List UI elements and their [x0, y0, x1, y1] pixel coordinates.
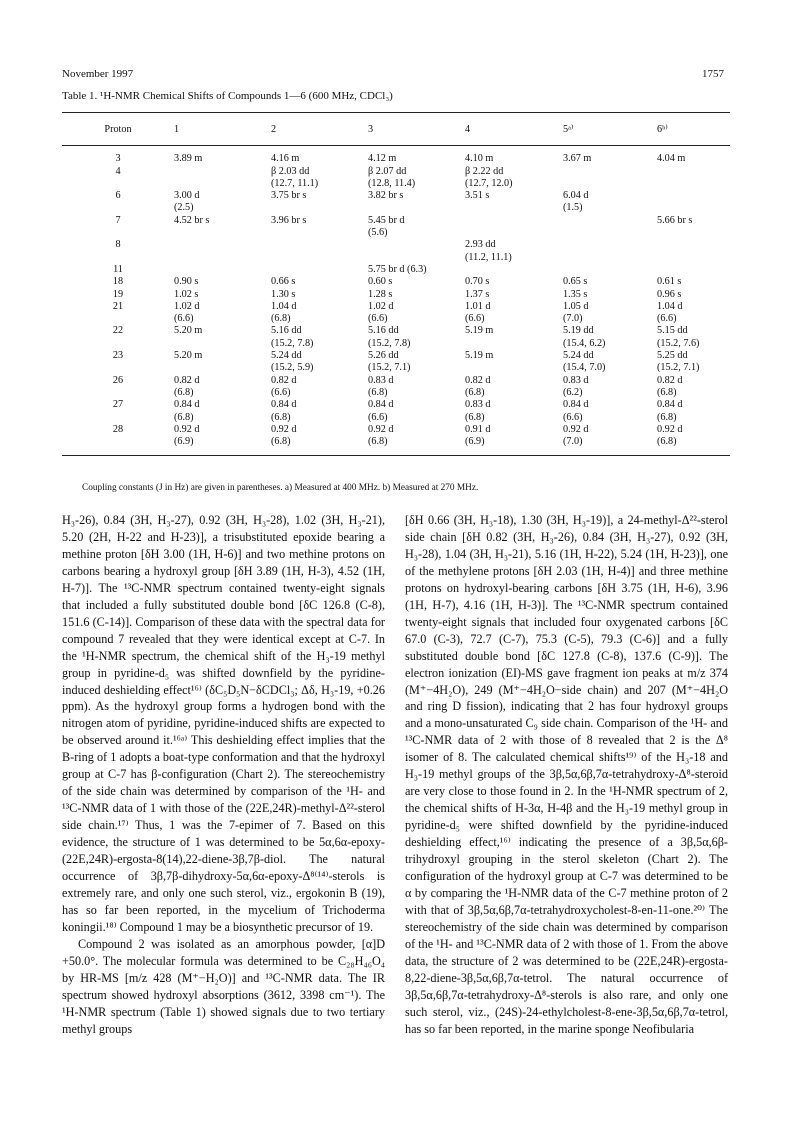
proton-cell: 22: [112, 325, 124, 337]
shift-cell: 1.37 s: [465, 288, 490, 300]
shift-cell: 0.82 d (6.8): [465, 374, 491, 398]
shift-cell: 0.66 s: [271, 276, 296, 288]
shift-cell: 5.16 dd (15.2, 7.8): [271, 325, 314, 349]
shift-cell: 0.84 d (6.6): [563, 399, 589, 423]
shift-cell: 0.96 s: [657, 288, 682, 300]
table-row: [62, 190, 730, 215]
shift-cell: 1.04 d (6.8): [271, 300, 297, 325]
table-row: [62, 289, 730, 301]
shift-cell: 6.04 d (1.5): [563, 190, 589, 214]
shift-cell: [563, 264, 657, 276]
shift-cell: 5.19 m: [465, 350, 494, 362]
shift-cell: 0.83 d (6.2): [563, 374, 589, 398]
shift-cell: 1.35 s: [563, 288, 588, 300]
proton-cell: 4: [115, 165, 121, 177]
table-footnote: Coupling constants (J in Hz) are given in parentheses. a) Measured at 400 MHz. b) Measured at 270 MHz.: [82, 483, 479, 493]
body-column-left: [62, 512, 385, 1038]
shift-cell: 4.04 m: [657, 153, 686, 165]
column-header-proton: Proton: [62, 113, 174, 146]
shift-cell: 0.90 s: [174, 276, 199, 288]
shift-cell: [271, 264, 368, 276]
table-header-row: [62, 113, 730, 146]
shift-cell: 0.92 d (6.8): [368, 424, 465, 456]
shift-cell: 5.15 dd (15.2, 7.6): [657, 325, 700, 349]
shift-cell: 5.24 dd (15.4, 7.0): [563, 350, 606, 374]
shift-cell: 0.70 s: [465, 276, 490, 288]
shift-cell: 4.12 m: [368, 153, 397, 165]
table-row: [62, 325, 730, 350]
table-row: [62, 375, 730, 400]
shift-cell: 3.00 d (2.5): [174, 190, 200, 214]
table-body: [62, 146, 730, 456]
shift-cell: 0.83 d (6.8): [465, 399, 491, 423]
shift-cell: 5.66 br s: [657, 214, 693, 226]
shift-cell: 3.89 m: [174, 153, 203, 165]
shift-cell: 5.25 dd (15.2, 7.1): [657, 350, 700, 374]
nmr-table: [62, 112, 730, 456]
proton-cell: 23: [112, 350, 124, 362]
shift-cell: 3.96 br s: [271, 214, 307, 226]
proton-cell: 18: [112, 276, 124, 288]
shift-cell: [563, 166, 657, 191]
shift-cell: 3.51 s: [465, 190, 490, 202]
shift-cell: 1.02 d (6.6): [368, 300, 394, 325]
shift-cell: 0.92 d (6.8): [657, 424, 730, 456]
shift-cell: 0.65 s: [563, 276, 588, 288]
shift-cell: 2.93 dd (11.2, 11.1): [465, 239, 512, 263]
shift-cell: 5.19 dd (15.4, 6.2): [563, 325, 606, 349]
body-column-right: [405, 512, 728, 1038]
shift-cell: [465, 264, 563, 276]
shift-cell: 0.61 s: [657, 276, 682, 288]
page-number: 1757: [702, 68, 724, 80]
paragraph: Compound 2 was isolated as an amorphous powder, [α]D +50.0°. The molecular formula was determined to be C₂₈H₄₆O₄ by HR-MS [m/z 428 (M⁺−H₂O)] and ¹³C-NMR data. The IR spectrum showed hydroxyl absorptions (3612, 3398 cm⁻¹). The ¹H-NMR spectrum (Table 1) showed signals due to two tertiary methyl groups: [62, 936, 385, 1036]
paragraph: H₃-26), 0.84 (3H, H₃-27), 0.92 (3H, H₃-28), 1.02 (3H, H₃-21), 5.20 (2H, H-22 and H-23)], a trisubstituted epoxide bearing a methine proton [δH 3.00 (1H, H-6)] and two methine protons on carbons bearing a hydroxyl group [δH 3.89 (1H, H-3), 4.52 (1H, H-7)]. The ¹³C-NMR spectrum contained twenty-eight signals that included a fully substituted double bond [δC 126.8 (C-8), 151.6 (C-14)]. Comparison of these data with the spectral data for compound 7 revealed that they were identical except at C-7. In the ¹H-NMR spectrum, the chemical shift of the H₃-19 methyl group in pyridine-d₅ was shifted downfield by the pyridine-induced deshielding effect¹⁶⁾ (δC₅D₅N−δCDCl₃; Δδ, H₃-19, +0.26 ppm). As the hydroxyl group forms a hydrogen bond with the nitrogen atom of pyridine, pyridine-induced shifts are expected to be observed around it.¹⁶ᵃ⁾ This deshielding effect implies that the B-ring of 1 adopts a boat-type conformation and that the hydroxyl group at C-7 has β-configuration (Chart 2). The stereochemistry of the side chain was determined by comparison of the ¹H- and ¹³C-NMR data of 1 with those of the (22E,24R)-methyl-Δ²²-sterol side chain.¹⁷⁾ Thus, 1 was the 7-epimer of 7. Based on this evidence, the structure of 1 was determined to be 5α,6α-epoxy-(22E,24R)-ergosta-8(14),22-diene-3β,7β-diol. The natural occurrence of 3β,7β-dihydroxy-5α,6α-epoxy-Δ⁸⁽¹⁴⁾-sterols is extremely rare, and only one such sterol, viz., ergokonin B (19), has so far been reported, in the mycelium of Trichoderma koningii.¹⁸⁾ Compound 1 may be a biosynthetic precursor of 19.: [62, 513, 385, 934]
shift-cell: [174, 239, 271, 264]
shift-cell: [657, 239, 730, 264]
shift-cell: β 2.07 dd (12.8, 11.4): [368, 165, 416, 189]
paragraph: [δH 0.66 (3H, H₃-18), 1.30 (3H, H₃-19)], a 24-methyl-Δ²²-sterol side chain [δH 0.82 (3H, H₃-26), 0.84 (3H, H₃-27), 0.92 (3H, H₃-28), 1.04 (3H, H₃-21), 5.16 (1H, H-22), 5.24 (1H, H-23)], one of the methylene protons [δH 2.03 (1H, H-4)] and three methine protons on hydroxyl-bearing carbons [δH 3.75 (1H, H-6), 3.96 (1H, H-7), 4.16 (1H, H-3)]. The ¹³C-NMR spectrum contained twenty-eight signals that included four oxygenated carbons [δC 67.0 (C-3), 72.7 (C-7), 75.3 (C-5), 79.3 (C-6)] and a fully substituted double bond [δC 127.8 (C-8), 137.6 (C-9)]. The electron ionization (EI)-MS gave fragment ion peaks at m/z 374 (M⁺−4H₂O), 249 (M⁺−4H₂O−side chain) and 207 (M⁺−4H₂O and ring D fission), indicating that 2 has four hydroxyl groups and a mono-unsaturated C₉ side chain. Comparison of the ¹H- and ¹³C-NMR data of 2 with those of 8 revealed that 2 is the Δ⁸ isomer of 8. The calculated chemical shifts¹⁹⁾ of the H₃-18 and H₃-19 methyl groups of the 3β,5α,6β,7α-tetrahydroxy-Δ⁸-steroid are very close to those found in 2. In the ¹H-NMR spectrum of 2, the chemical shifts of H-3α, H-4β and the H₃-19 methyl group in pyridine-d₅ were shifted downfield by the pyridine-induced deshielding effect,¹⁶⁾ indicating the presence of a 3β,5α,6β-trihydroxyl grouping in the sterol skeleton (Chart 2). The configuration of the hydroxyl group at C-7 was determined to be α by comparing the ¹H-NMR data of the C-7 methine proton of 2 with that of 3β,5α,6β,7α-tetrahydroxycholest-8-en-11-one.²⁰⁾ The stereochemistry of the side chain was determined by comparison of the ¹H- and ¹³C-NMR data of 2 with those of 1. From the above data, the structure of 2 was determined to be (22E,24R)-ergosta-8,22-diene-3β,5α,6β,7α-tetrol. The natural occurrence of 3β,5α,6β,7α-tetrahydroxy-Δ⁸-sterols is also rare, and only one such sterol, viz., (24S)-24-ethylcholest-8-ene-3β,5α,6β,7α-tetrol, has so far been reported, in the marine sponge Neofibularia: [405, 513, 728, 1036]
shift-cell: 0.82 d (6.6): [271, 374, 297, 398]
table-caption: Table 1. ¹H-NMR Chemical Shifts of Compounds 1—6 (600 MHz, CDCl₃): [62, 90, 393, 102]
shift-cell: 5.75 br d (6.3): [368, 263, 427, 275]
shift-cell: 1.02 d (6.6): [174, 300, 200, 325]
proton-cell: 27: [112, 399, 124, 411]
shift-cell: β 2.22 dd (12.7, 12.0): [465, 165, 513, 189]
table-row: [62, 399, 730, 424]
shift-cell: 0.92 d (7.0): [563, 424, 657, 456]
shift-cell: [465, 215, 563, 240]
shift-cell: 0.92 d (6.9): [174, 424, 271, 456]
table-row: [62, 264, 730, 276]
column-header-compound-4: 4: [465, 113, 563, 146]
shift-cell: 4.10 m: [465, 153, 494, 165]
shift-cell: 0.60 s: [368, 276, 393, 288]
running-header-date: November 1997: [62, 68, 134, 80]
proton-cell: 6: [115, 190, 121, 202]
proton-cell: 3: [115, 153, 121, 165]
proton-cell: 26: [112, 374, 124, 386]
shift-cell: 0.91 d (6.9): [465, 424, 563, 456]
table-row: [62, 215, 730, 240]
proton-cell: 28: [62, 424, 174, 456]
shift-cell: β 2.03 dd (12.7, 11.1): [271, 165, 319, 189]
table-row: [62, 301, 730, 326]
shift-cell: 3.75 br s: [271, 190, 307, 202]
shift-cell: 0.92 d (6.8): [271, 424, 368, 456]
column-header-compound-3: 3: [368, 113, 465, 146]
shift-cell: 0.84 d (6.8): [657, 399, 683, 423]
shift-cell: [174, 166, 271, 191]
column-header-compound-6: 6ᵇ⁾: [657, 113, 730, 146]
table-row: [62, 424, 730, 456]
table-row: [62, 166, 730, 191]
proton-cell: 7: [115, 214, 121, 226]
shift-cell: 1.01 d (6.6): [465, 300, 491, 325]
shift-cell: 5.19 m: [465, 325, 494, 337]
shift-cell: [657, 166, 730, 191]
shift-cell: 0.83 d (6.8): [368, 374, 394, 398]
table-row: [62, 276, 730, 288]
shift-cell: 0.82 d (6.8): [657, 374, 683, 398]
table-row: [62, 350, 730, 375]
shift-cell: [657, 264, 730, 276]
shift-cell: [271, 239, 368, 264]
shift-cell: [563, 239, 657, 264]
table-row: [62, 146, 730, 166]
proton-cell: 11: [113, 263, 123, 275]
shift-cell: [174, 264, 271, 276]
shift-cell: 4.52 br s: [174, 214, 210, 226]
shift-cell: 3.67 m: [563, 153, 592, 165]
shift-cell: 5.45 br d (5.6): [368, 214, 405, 239]
shift-cell: 5.24 dd (15.2, 5.9): [271, 350, 314, 374]
column-header-compound-5: 5ᵃ⁾: [563, 113, 657, 146]
column-header-compound-1: 1: [174, 113, 271, 146]
shift-cell: [563, 215, 657, 240]
shift-cell: 5.20 m: [174, 350, 203, 362]
shift-cell: 1.05 d (7.0): [563, 300, 589, 325]
table-row: [62, 239, 730, 264]
shift-cell: 5.16 dd (15.2, 7.8): [368, 325, 411, 349]
shift-cell: 3.82 br s: [368, 190, 404, 202]
column-header-compound-2: 2: [271, 113, 368, 146]
proton-cell: 21: [112, 300, 124, 312]
shift-cell: 1.30 s: [271, 288, 296, 300]
shift-cell: 5.20 m: [174, 325, 203, 337]
shift-cell: 0.84 d (6.8): [174, 399, 200, 423]
shift-cell: [657, 190, 730, 215]
shift-cell: 1.04 d (6.6): [657, 300, 683, 325]
proton-cell: 19: [112, 288, 124, 300]
shift-cell: 4.16 m: [271, 153, 300, 165]
shift-cell: 1.02 s: [174, 288, 199, 300]
shift-cell: 0.84 d (6.6): [368, 399, 394, 423]
proton-cell: 8: [115, 239, 121, 251]
shift-cell: 1.28 s: [368, 288, 393, 300]
shift-cell: 5.26 dd (15.2, 7.1): [368, 350, 411, 374]
shift-cell: [368, 239, 465, 264]
shift-cell: 0.82 d (6.8): [174, 374, 200, 398]
shift-cell: 0.84 d (6.8): [271, 399, 297, 423]
